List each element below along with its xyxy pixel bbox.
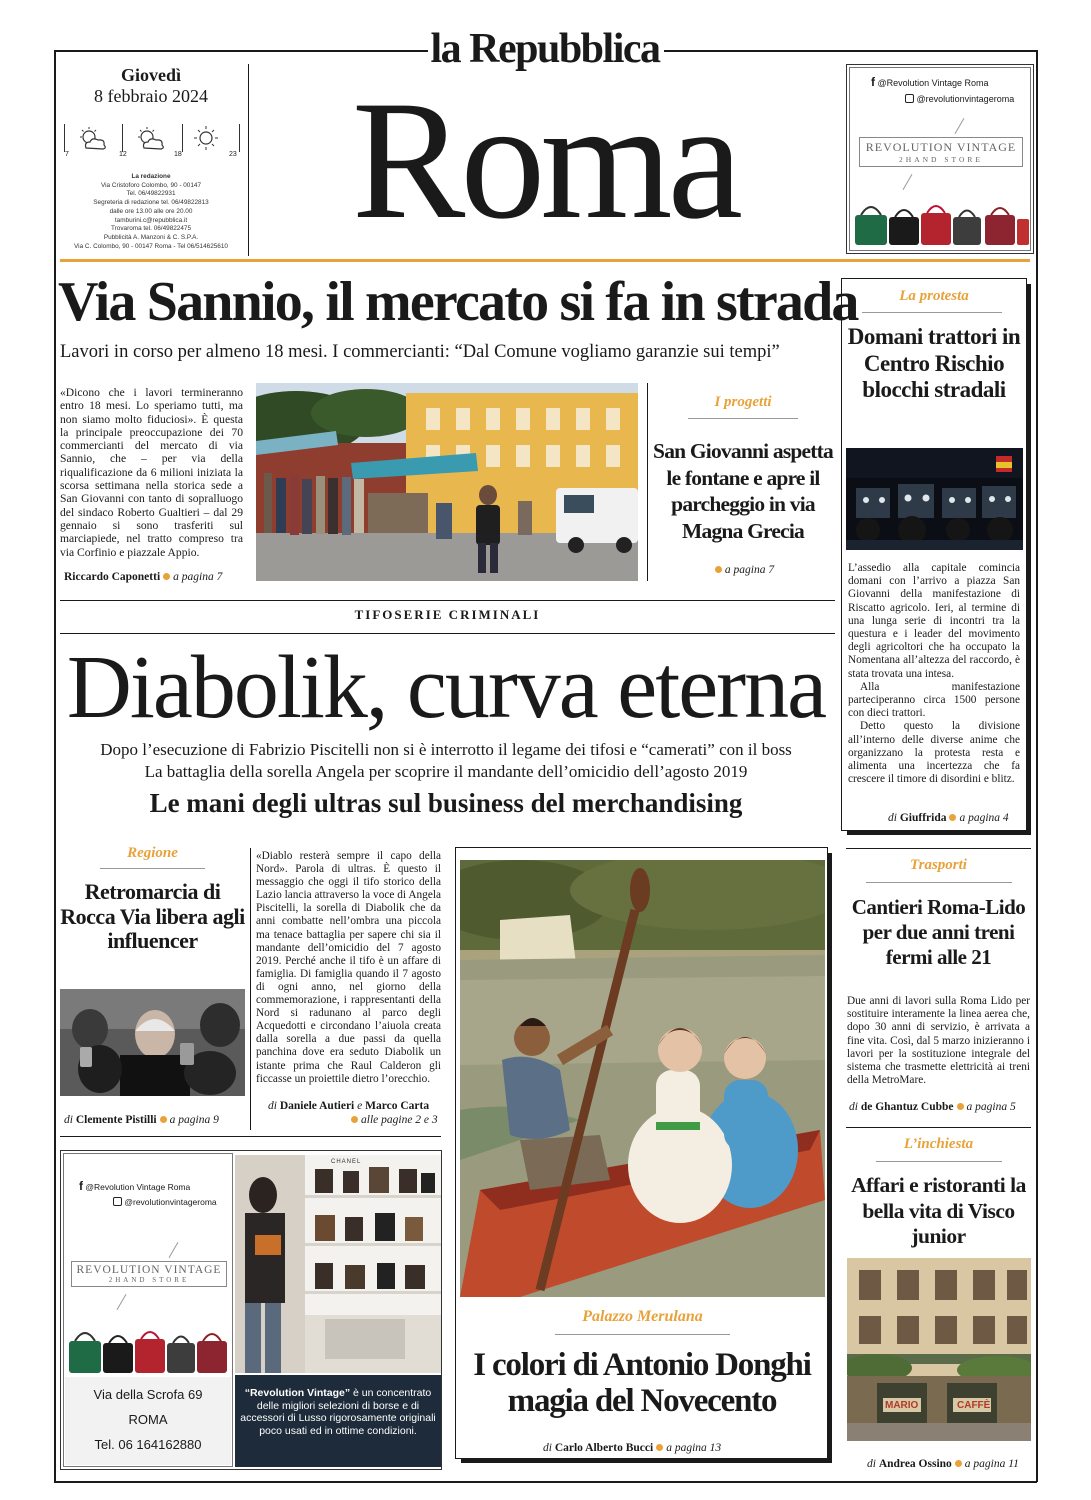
regione-headline: Retromarcia di Rocca Via libera agli influencer [60,879,245,953]
facebook-icon: f [79,1179,83,1193]
instagram-handle: @revolutionvintageroma [905,94,1014,104]
lead-body: «Dicono che i lavori termineranno entro 18 mesi. Lo speriamo tutti, ma non siamo molto fiduciosi». È questa la principale preoccupazione dei 70 commercianti del mercato di via Sannio, che – per via della riqualificazione da 6 milioni iniziata la scorsa settimana nella storica sede a San Giovanni con tanto di sopralluogo del sindaco Roberto Gualtieri – dal 29 gennaio si sono trasferiti sul marciapiede, nel tratto compreso tra via Corfinio e piazzale Appio. [60,386,243,559]
redazione-title: La redazione [131,173,171,180]
progetti-page: a pagina 7 [650,564,836,576]
store-logo: REVOLUTION VINTAGE 2HAND STORE [71,1261,227,1287]
diabolik-byline: di Daniele Autieri e Marco Carta [268,1100,430,1112]
store-address: Via della Scrofa 69 [93,1387,203,1402]
store-sign: CHANEL [331,1159,362,1165]
redazione-box [60,173,242,251]
weather-temp: 12 [119,151,127,158]
diabolik-body: «Diablo resterà sempre il capo della Nord». Parola di ultras. È questo il messaggio che oggi il tifo storico della Lazio lancia attraverso la voce di Angela Piscitelli, la sorella di Diabolik che da anni combatte nell’ombra una piccola ma tenace battaglia per sapere chi sia il mandante dell’omicidio del 7 agosto 2019. Perché anche il tifo è un affare di famiglia. Di famiglia quando il 7 agosto di ogni anno, nel giorno della commemorazione, i rappresentanti della Nord si radunano al parco degli Acquedotti e circondano l’aiuola creata dalla sorella a due passi da quella panchina dove era seduto Diabolik un istante prima che Raul Calderon gli ficcasse un proiettile dietro l’orecchio. [256,850,441,1085]
weather-temp: 23 [229,151,237,158]
trasporti-byline: di de Ghantuz Cubbe a pagina 5 [849,1101,1016,1113]
trasporti-body: Due anni di lavori sulla Roma Lido per sostituire interamente la linea aerea che, dopo 30 anni di servizio, è arrivata a fine vita. Così, dal 5 marzo inizieranno i lavori per la sostituzione integrale del sistema che trasmette elettricità ai treni della MetroMare. [847,995,1030,1087]
protesta-body: L’assedio alla capitale comincia domani con l’arrivo a piazza San Giovanni della manifestazione di Riscatto agricolo. Ieri, al termine di una lunga serie di incontri tra la questura e i leader del movimento degli agricoltori che ha occupato la Nomentana all’altezza del raccordo, è stata trovata una intesa. Alla manifestazione parteciperanno circa 1500 persone con dieci trattori. Detto questo la divisione all’interno delle diverse anime che organizzano la protesta resta e alimenta una incertezza che fa crescere il timore di disordini e blitz. [848,562,1020,786]
store-logo: REVOLUTION VINTAGE 2HAND STORE [859,137,1023,167]
merulana-headline: I colori di Antonio Donghi magia del Novecento [473,1347,811,1419]
trasporti-headline: Cantieri Roma-Lido per due anni treni fermi alle 21 [851,895,1026,969]
restaurant-sign: MARIO [885,1400,919,1411]
handbags-image [851,197,1031,249]
protesta-kicker: La protesta [899,288,969,304]
partly-cloudy-icon [76,126,110,152]
inchiesta-headline: Affari e ristoranti la bella vita di Visco junior [851,1173,1026,1248]
sun-icon [190,124,222,152]
donghi-painting [460,860,825,1297]
rocca-photo [60,989,245,1096]
instagram-handle: @revolutionvintageroma [113,1197,217,1207]
market-photo [256,383,638,581]
lead-subhead: Lavori in corso per almeno 18 mesi. I commercianti: “Dal Comune vogliamo garanzie sui tempi” [60,342,780,362]
store-interior-photo [235,1155,441,1373]
bottom-ad[interactable] [60,1150,442,1470]
restaurant-sign: CAFFÈ [957,1400,991,1411]
lead-headline: Via Sannio, il mercato si fa in strada [58,271,858,333]
progetti-headline: San Giovanni aspetta le fontane e apre il parcheggio in via Magna Grecia [653,439,833,543]
weather-temp: 18 [174,151,182,158]
redazione-line: Via C. Colombo, 90 - 00147 Roma - Tel 06/514625610 [74,242,228,250]
protesta-byline: di Giuffrida a pagina 4 [888,812,1009,824]
weather-temp: 7 [65,151,69,158]
diabolik-kicker: TIFOSERIE CRIMINALI [354,607,541,622]
weather-strip [64,124,240,160]
progetti-kicker: I progetti [714,394,772,410]
brand-logo: la Repubblica [430,26,660,72]
redazione-line: Via Cristoforo Colombo, 90 - 00147 [100,181,202,189]
redazione-line: Trovaroma tel. 06/49822475 [110,225,192,233]
handbags-image [65,1321,231,1377]
regione-kicker: Regione [127,845,178,861]
instagram-icon [905,94,914,103]
trasporti-kicker: Trasporti [910,857,967,873]
diabolik-page: alle pagine 2 e 3 [348,1114,438,1126]
redazione-line: Pubblicità A. Manzoni & C. S.P.A. [103,233,199,241]
redazione-line: Tel. 06/49822931 [126,190,176,198]
facebook-handle: f @Revolution Vintage Roma [871,75,989,89]
facebook-icon: f [871,75,875,89]
redazione-line: Segreteria di redazione tel. 06/49822813 [93,199,209,207]
facebook-handle: f @Revolution Vintage Roma [79,1179,191,1193]
instagram-icon [113,1197,122,1206]
regione-byline: di Clemente Pistilli a pagina 9 [64,1114,219,1126]
merulana-kicker: Palazzo Merulana [582,1308,703,1325]
inchiesta-byline: di Andrea Ossino a pagina 11 [867,1458,1019,1470]
section-divider [60,259,1030,262]
diabolik-sub1: Dopo l’esecuzione di Fabrizio Piscitelli non si è interrotto il legame dei tifosi e “camerati” con il boss [100,740,792,759]
store-phone: Tel. 06 164162880 [94,1437,202,1452]
redazione-line: tamburini.c@repubblica.it [114,216,188,224]
protesta-headline: Domani trattori in Centro Rischio blocchi stradali [847,324,1021,402]
store-city: ROMA [128,1412,168,1427]
tractors-photo [846,448,1023,550]
lead-byline: Riccardo Caponetti a pagina 7 [64,571,223,583]
date-full: 8 febbraio 2024 [94,86,208,106]
restaurant-photo [847,1258,1031,1441]
redazione-line: dalle ore 13.00 alle ore 20.00 [109,207,193,215]
diabolik-secondary: Le mani degli ultras sul business del merchandising [149,788,743,818]
date-weekday: Giovedì [120,65,181,85]
diabolik-sub2: La battaglia della sorella Angela per scoprire il mandante dell’omicidio dell’agosto 2019 [144,762,748,781]
inchiesta-kicker: L’inchiesta [903,1136,974,1152]
edition-title: Roma [351,66,739,254]
store-description: “Revolution Vintage” è un concentrato delle migliori selezioni di borse e di accessori di Lusso rigorosamente originali poco usati ed in ottime condizioni. [240,1387,436,1437]
partly-cloudy-icon [134,126,168,152]
merulana-byline: di Carlo Alberto Bucci a pagina 13 [543,1442,722,1454]
top-ad[interactable] [846,64,1034,254]
diabolik-headline: Diabolik, curva eterna [66,638,826,737]
